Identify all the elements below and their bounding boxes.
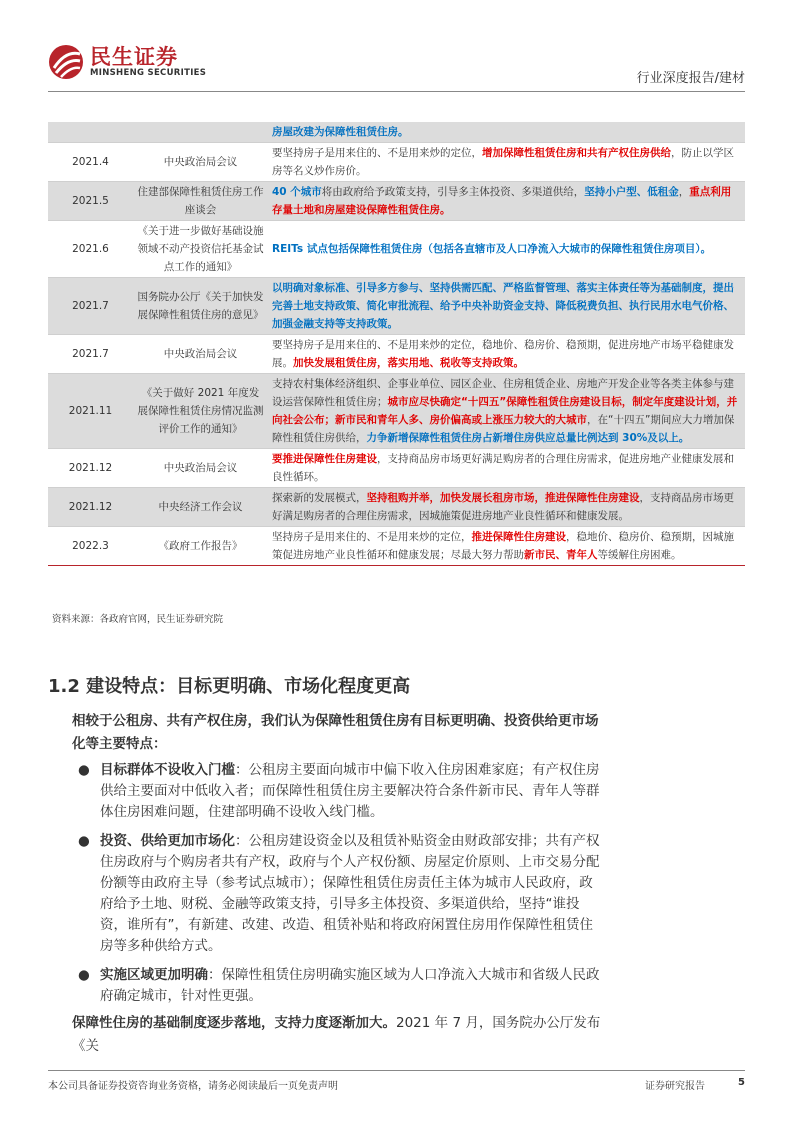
point-title: 实施区域更加明确 xyxy=(100,967,208,983)
policy-table xyxy=(48,122,745,566)
content-segment: ， xyxy=(678,186,690,198)
row-event: 中央政治局会议 xyxy=(163,462,238,474)
content-segment: REITs 试点包括保障性租赁住房（包括各直辖市及人口净流入大城市的保障性租赁住房项目）。 xyxy=(272,243,712,255)
table-row xyxy=(48,221,745,278)
row-content xyxy=(268,278,745,335)
point-text: ：公租房建设资金以及租赁补贴资金由财政部安排；共有产权住房政府与个购房者共有产权，政府与个人产权份额、房屋定价原则、上市交易分配份额等由政府主导（参考试点城市）；保障性租赁住房责任主体为城市人民政府，政府给予土地、财税、金融等政策支持，引导多主体投资、多渠道供给，坚持“谁投资，谁所有”，有新建、改建、改造、租赁补贴和将政府闲置住房用作保障性租赁住房等多种供给方式。 xyxy=(100,833,600,954)
content-segment: 支持农村集体经济组织、企事业单位、园区企业、住房租赁企业、房地产开发企业等各类主体参与建设运营保障性租赁住房； xyxy=(272,378,734,408)
row-date: 2021.11 xyxy=(48,374,133,449)
row-event xyxy=(133,122,268,143)
content-segment: 要推进保障性住房建设 xyxy=(272,453,377,465)
table-row xyxy=(48,122,745,143)
content-segment: ，在“十四五”期间应大力增加保障性租赁住房供给， xyxy=(272,414,735,444)
content-segment: ，稳地价、稳房价、稳预期，因城施策促进房地产业良性循环和健康发展；尽最大努力帮助 xyxy=(272,531,734,561)
footer-label: 证券研究报告 xyxy=(645,1081,705,1092)
table-row xyxy=(48,527,745,566)
closing-paragraph xyxy=(72,1012,602,1058)
point-text: ：保障性租赁住房明确实施区域为人口净流入大城市和省级人民政府确定城市，针对性更强。 xyxy=(100,967,600,1004)
row-event: 国务院办公厅《关于加快发展保障性租赁住房的意见》 xyxy=(133,278,268,335)
point-text: ：公租房主要面向城市中偏下收入住房困难家庭；有产权住房供给主要面对中低收入者；而保障性租赁住房主要解决符合条件新市民、青年人等群体住房困难问题，住建部明确不设收入线门槛。 xyxy=(100,762,600,820)
bullet-icon: ● xyxy=(78,762,90,778)
point-title: 目标群体不设收入门槛 xyxy=(100,762,235,778)
feature-list xyxy=(72,760,602,1015)
row-content xyxy=(268,182,745,221)
content-segment: 推进保障性住房建设 xyxy=(471,531,566,543)
content-segment: 加快发展租赁住房，落实用地、税收等支持政策。 xyxy=(293,357,524,369)
row-content xyxy=(268,122,745,143)
row-event: 中央政治局会议 xyxy=(163,156,238,168)
list-item xyxy=(72,760,602,823)
content-segment: 以明确对象标准、引导多方参与、坚持供需匹配、严格监督管理、落实主体责任等为基础制度，提出完善土地支持政策、简化审批流程、给予中央补助资金支持、降低税费负担、执行民用水电气价格、加强金融支持等支持政策。 xyxy=(272,282,734,330)
table-row xyxy=(48,278,745,335)
content-segment: 坚持租购并举，加快发展长租房市场，推进保障性住房建设 xyxy=(366,492,640,504)
content-segment: 房屋改建为保障性租赁住房。 xyxy=(272,126,409,138)
row-date: 2021.7 xyxy=(72,348,109,360)
row-event: 《政府工作报告》 xyxy=(158,540,243,552)
row-event: 住建部保障性租赁住房工作座谈会 xyxy=(133,182,268,221)
content-segment: 要坚持房子是用来住的、不是用来炒的定位， xyxy=(272,147,482,159)
list-item xyxy=(72,831,602,957)
table-row xyxy=(48,335,745,374)
bullet-icon: ● xyxy=(78,833,90,849)
row-date xyxy=(48,122,133,143)
content-segment: ，支持商品房市场更好满足购房者的合理住房需求，因城施策促进房地产业良性循环和健康发展。 xyxy=(272,492,734,522)
row-content xyxy=(268,527,745,566)
list-item xyxy=(72,965,602,1007)
table-row xyxy=(48,449,745,488)
content-segment: 要坚持房子是用来住的、不是用来炒的定位，稳地价、稳房价、稳预期，促进房地产市场平稳健康发展。 xyxy=(272,339,734,369)
row-date: 2021.4 xyxy=(72,156,109,168)
content-segment: 坚持房子是用来住的、不是用来炒的定位， xyxy=(272,531,472,543)
brand-logo xyxy=(48,44,206,80)
table-row xyxy=(48,182,745,221)
row-date: 2021.6 xyxy=(72,243,109,255)
row-content xyxy=(268,143,745,182)
content-segment: 城市应尽快确定“十四五”保障性租赁住房建设目标，制定年度建设计划，并向社会公布；新市民和青年人多、房价偏高或上涨压力较大的大城市 xyxy=(272,396,738,426)
row-content xyxy=(268,374,745,449)
content-segment: 40 个城市 xyxy=(272,186,322,198)
content-segment: 等缓解住房困难。 xyxy=(597,549,682,561)
row-content xyxy=(268,449,745,488)
page-header xyxy=(0,0,793,100)
closing-text: 2021 年 7 月，国务院办公厅发布《关 xyxy=(72,1015,601,1054)
table-source: 资料来源：各政府官网，民生证券研究院 xyxy=(52,614,224,625)
row-date: 2022.3 xyxy=(72,540,109,552)
table-row xyxy=(48,374,745,449)
row-date: 2021.12 xyxy=(68,462,113,474)
content-segment: 重点利用存量土地和房屋建设保障性租赁住房。 xyxy=(272,186,732,216)
row-event: 《关于进一步做好基础设施领域不动产投资信托基金试点工作的通知》 xyxy=(137,225,264,273)
content-segment: ，支持商品房市场更好满足购房者的合理住房需求，促进房地产业健康发展和良性循环。 xyxy=(272,453,734,483)
content-segment: 探索新的发展模式， xyxy=(272,492,367,504)
row-content xyxy=(268,221,745,278)
footer-disclaimer: 本公司具备证券投资咨询业务资格，请务必阅读最后一页免责声明 xyxy=(48,1081,338,1092)
page-number: 5 xyxy=(738,1077,745,1088)
row-event: 中央政治局会议 xyxy=(163,348,238,360)
logo-english-name: MINSHENG SECURITIES xyxy=(90,67,207,78)
logo-chinese-name: 民生证券 xyxy=(90,44,178,69)
row-event: 《关于做好 2021 年度发展保障性租赁住房情况监测评价工作的通知》 xyxy=(133,374,268,449)
bullet-icon: ● xyxy=(78,967,90,983)
row-content xyxy=(268,335,745,374)
row-date: 2021.5 xyxy=(48,182,133,221)
minsheng-logo-icon xyxy=(48,44,84,80)
row-date: 2021.7 xyxy=(48,278,133,335)
content-segment: 增加保障性租赁住房和共有产权住房供给 xyxy=(482,147,671,159)
row-content xyxy=(268,488,745,527)
header-divider xyxy=(48,91,745,92)
content-segment: 将由政府给予政策支持，引导多主体投资、多渠道供给， xyxy=(321,186,585,198)
point-title: 投资、供给更加市场化 xyxy=(100,833,235,849)
section-title: 1.2 建设特点：目标更明确、市场化程度更高 xyxy=(48,676,411,697)
table-row xyxy=(48,488,745,527)
content-segment: 新市民、青年人 xyxy=(524,549,598,561)
section-intro: 相较于公租房、共有产权住房，我们认为保障性租赁住房有目标更明确、投资供给更市场化等主要特点： xyxy=(72,713,599,752)
content-segment: 力争新增保障性租赁住房占新增住房供应总量比例达到 30%及以上。 xyxy=(366,432,690,444)
report-type: 行业深度报告/建材 xyxy=(636,71,745,86)
row-date: 2021.12 xyxy=(48,488,133,527)
row-event: 中央经济工作会议 xyxy=(133,488,268,527)
content-segment: 坚持小户型、低租金 xyxy=(584,186,679,198)
table-row xyxy=(48,143,745,182)
footer-divider xyxy=(48,1070,745,1071)
closing-bold: 保障性住房的基础制度逐步落地，支持力度逐渐加大。 xyxy=(72,1015,396,1031)
content-segment: ，防止以学区房等名义炒作房价。 xyxy=(272,147,734,177)
